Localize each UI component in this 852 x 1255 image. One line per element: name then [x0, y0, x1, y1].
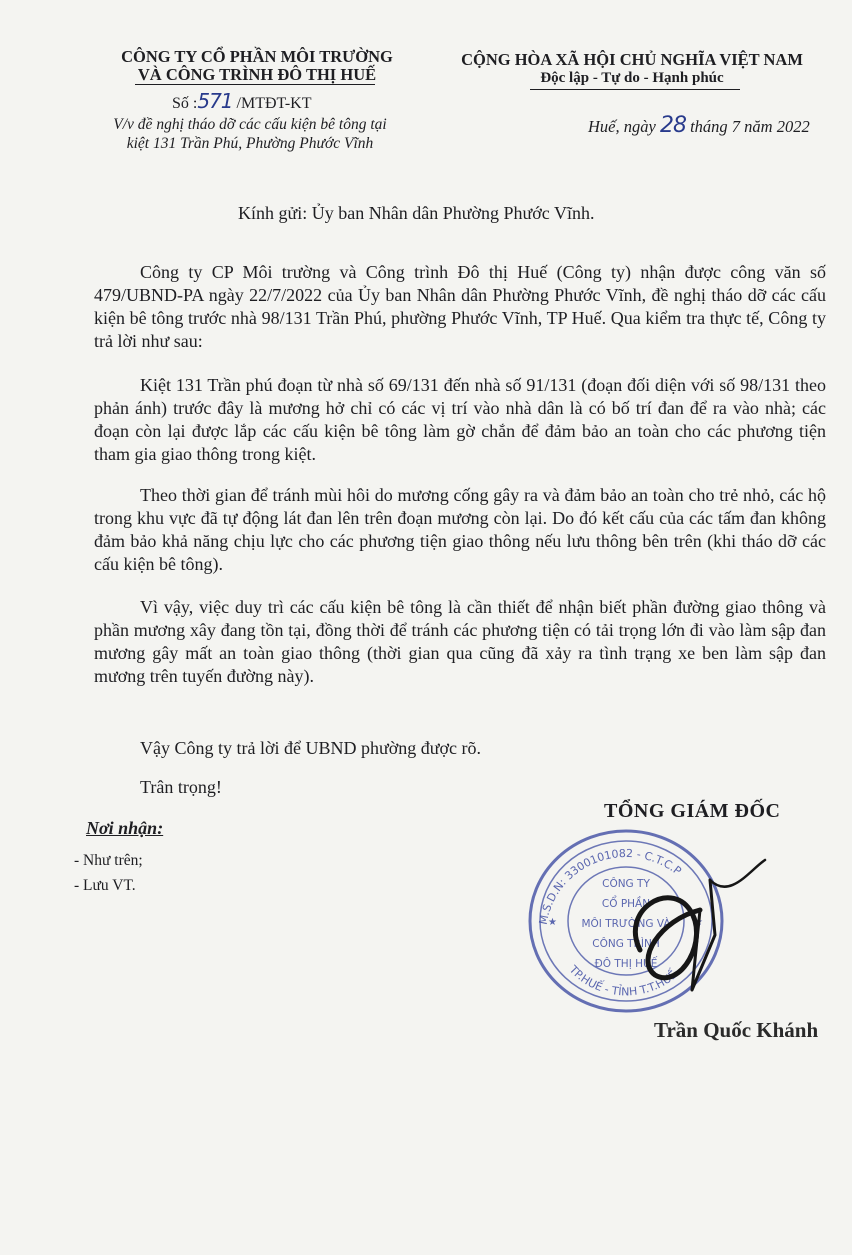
signer-name: Trần Quốc Khánh [654, 1018, 819, 1042]
seal-inner-line: MÔI TRƯỜNG VÀ [581, 918, 671, 930]
seal-inner-line: ĐÔ THỊ HUẾ [594, 958, 658, 970]
seal-inner-line: CỔ PHẦN [601, 898, 651, 910]
seal-star-icon: ★ [548, 917, 557, 928]
signer-title: TỔNG GIÁM ĐỐC [604, 800, 781, 822]
closing-greeting: Trân trọng! [140, 777, 222, 797]
date-prefix: Huế, ngày [588, 117, 660, 136]
subject-line2: kiệt 131 Trần Phú, Phường Phước Vĩnh [126, 135, 374, 152]
document-number-handwritten: 571 [197, 89, 233, 113]
body-paragraph-1: Công ty CP Môi trường và Công trình Đô thị Huế (Công ty) nhận được công văn số 479/UBND-PA ngày 22/7/2022 của Ủy ban Nhân dân Phường Phước Vĩnh, đề nghị tháo dỡ các cấu kiện bê tông trước nhà 98/131 Trần Phú, phường Phước Vĩnh, TP Huế. Qua kiểm tra thực tế, Công ty trả lời như sau: [94, 262, 826, 351]
body-paragraph-2: Kiệt 131 Trần phú đoạn từ nhà số 69/131 đến nhà số 91/131 (đoạn đối diện với số 98/131 theo phản ánh) trước đây là mương hở chỉ có các vị trí vào nhà dân là có bố trí đan để ra vào nhà; các đoạn còn lại được lắp các cấu kiện bê tông làm gờ chắn để đảm bảo an toàn cho các phương tiện tham gia giao thông trong kiệt. [94, 375, 826, 464]
seal-inner-line: CÔNG TRÌNH [592, 938, 660, 950]
document-number-prefix: Số : [172, 95, 198, 112]
date-day-handwritten: 28 [659, 113, 686, 138]
recipient-item: - Như trên; [74, 852, 143, 869]
seal-star-icon: ★ [694, 917, 703, 928]
handwritten-signature [600, 840, 800, 1040]
seal-inner-line: CÔNG TY [602, 878, 650, 890]
recipients-title: Nơi nhận: [86, 818, 164, 838]
national-motto: Độc lập - Tự do - Hạnh phúc [540, 70, 724, 86]
body-paragraph-4: Vì vậy, việc duy trì các cấu kiện bê tông là cần thiết để nhận biết phần đường giao thông và phần mương xây đang tồn tại, đồng thời để tránh các phương tiện có tải trọng lớn đi vào làm sập đan mương gây mất an toàn giao thông (thời gian qua cũng đã xảy ra tình trạng xe ben làm sập đan mương trên tuyến đường này). [94, 597, 826, 686]
body-paragraph-5: Vậy Công ty trả lời để UBND phường được rõ. [140, 738, 482, 758]
subject-line1: V/v đề nghị tháo dỡ các cấu kiện bê tông tại [113, 116, 387, 133]
motto-divider [530, 89, 740, 90]
body-paragraph-3: Theo thời gian để tránh mùi hôi do mương cống gây ra và đảm bảo an toàn cho trẻ nhỏ, các hộ trong khu vực đã tự động lát đan lên trên đoạn mương còn lại. Do đó kết cấu của các tấm đan không đảm bảo khả năng chịu lực cho các phương tiện giao thông nếu lưu thông bên trên (khi tháo dỡ các cấu kiện bê tông). [94, 485, 826, 574]
national-title: CỘNG HÒA XÃ HỘI CHỦ NGHĨA VIỆT NAM [461, 50, 803, 69]
signature-graphic [600, 840, 800, 1040]
document-number-suffix: /MTĐT-KT [232, 95, 312, 112]
company-name-line2: VÀ CÔNG TRÌNH ĐÔ THỊ HUẾ [137, 65, 377, 84]
document-subject [70, 115, 430, 153]
document-number [172, 89, 312, 113]
recipient-item: - Lưu VT. [74, 877, 136, 894]
recipient-line: Kính gửi: Ủy ban Nhân dân Phường Phước Vĩnh. [238, 203, 595, 223]
company-divider [135, 84, 375, 85]
date-suffix: tháng 7 năm 2022 [685, 117, 810, 136]
document-date [588, 113, 810, 138]
company-name [92, 48, 422, 84]
company-name-line1: CÔNG TY CỔ PHẦN MÔI TRƯỜNG [121, 47, 393, 66]
seal-outer-text: M.S.D.N: 3300101082 - C.T.C.P [536, 846, 684, 926]
seal-bottom-text: TP.HUẾ - TỈNH T.T.HUẾ [566, 963, 680, 999]
